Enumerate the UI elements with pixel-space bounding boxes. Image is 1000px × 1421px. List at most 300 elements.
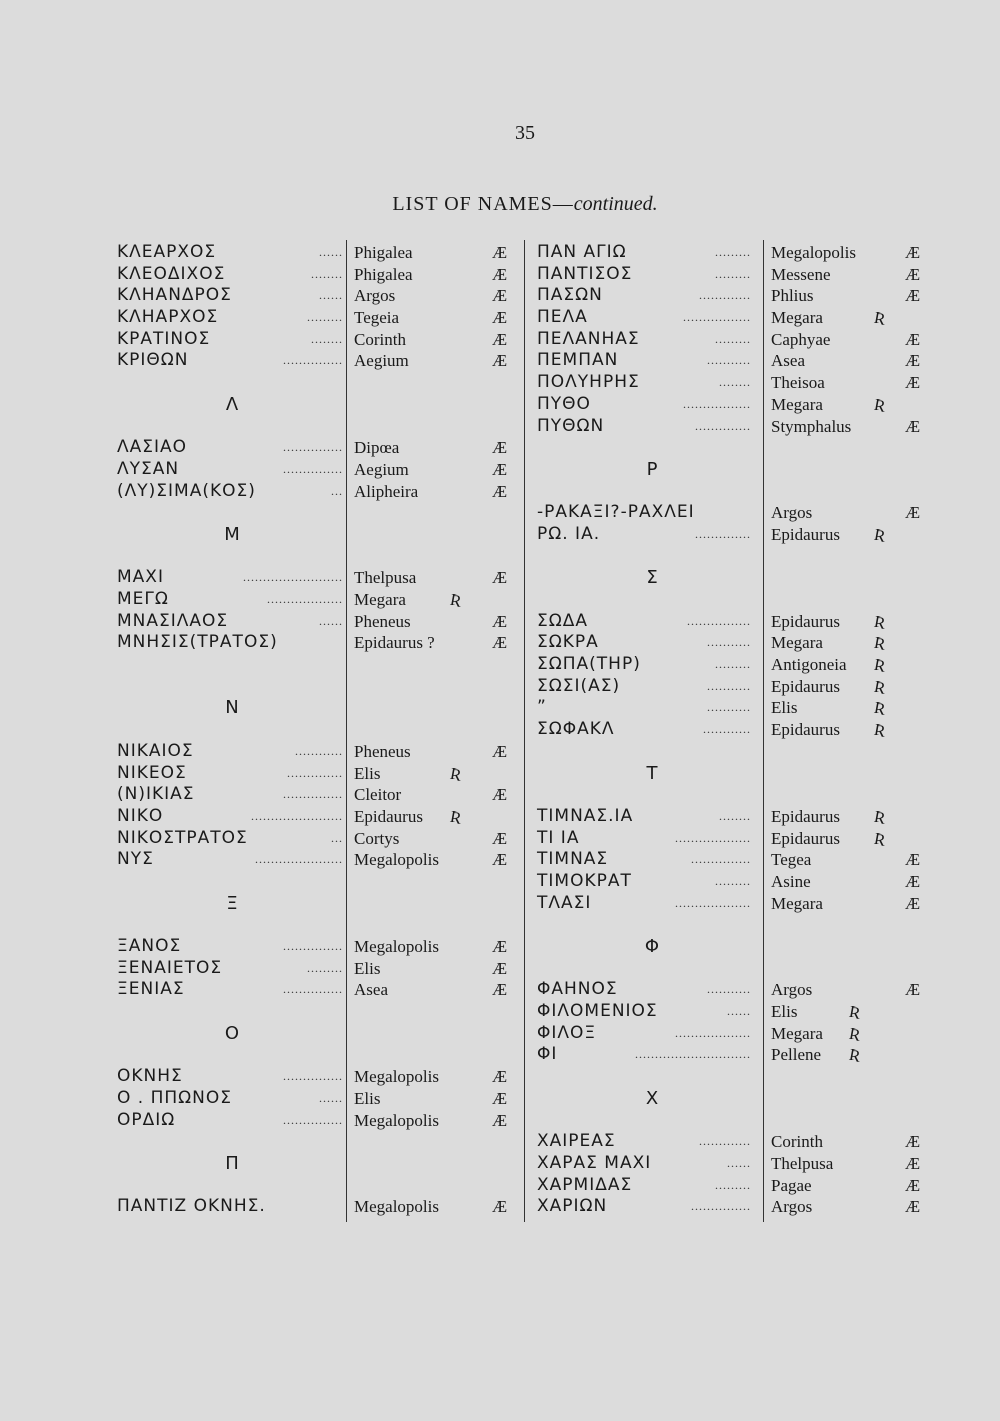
name-entry-row xyxy=(117,828,517,850)
mint-place: Epidaurus xyxy=(771,806,840,826)
leader-dots: .............. xyxy=(695,418,751,433)
spacer-row xyxy=(537,437,937,459)
greek-name: ” xyxy=(537,697,547,718)
name-entry-row xyxy=(117,1088,517,1110)
greek-name: ΚΛΕΑΡΧΟΣ xyxy=(117,242,217,262)
mint-place: Megara xyxy=(771,893,823,913)
greek-name: ΟΡΔΙΩ xyxy=(117,1109,176,1130)
greek-name: -ΡΑΚΑΞΙ?-ΡΑΧΛΕΙ xyxy=(537,502,695,523)
section-letter: Τ xyxy=(646,762,658,784)
mint-place: Megalopolis xyxy=(354,1067,439,1087)
spacer-row xyxy=(537,1066,937,1088)
greek-name: ΤΙΜΟΚΡΑΤ xyxy=(537,870,632,891)
name-entry-row xyxy=(537,285,937,307)
name-entry-row xyxy=(537,697,937,719)
name-entry-row xyxy=(117,242,517,264)
letter-heading-row xyxy=(537,763,937,785)
greek-name: ΚΡΙΘΩΝ xyxy=(117,350,189,371)
greek-name: ΤΙ ΙΑ xyxy=(537,827,580,848)
mint-place: Megara xyxy=(771,308,823,328)
mint-place: Elis xyxy=(354,958,381,978)
leader-dots: ......... xyxy=(307,310,343,325)
name-entry-row xyxy=(117,481,517,503)
leader-dots: ............. xyxy=(699,1134,751,1149)
greek-name: ΜΝΗΣΙΣ(ΤΡΑΤΟΣ) xyxy=(117,632,278,653)
mint-place: Epidaurus xyxy=(771,676,840,696)
metal-mark: Æ xyxy=(905,1175,921,1195)
name-entry-row xyxy=(537,632,937,654)
greek-name: ΠΑΝ ΑΓΙΩ xyxy=(537,242,627,262)
metal-mark: Æ xyxy=(905,1153,921,1173)
greek-name: ΡΩ. ΙΑ. xyxy=(537,523,601,544)
spacer-row xyxy=(117,654,517,676)
spacer-row xyxy=(117,676,517,698)
name-entry-row xyxy=(117,611,517,633)
mint-place: Asine xyxy=(771,871,811,891)
mint-place: Cleitor xyxy=(354,785,402,805)
greek-name: ΝΙΚΟ xyxy=(117,805,164,826)
mint-place: Megalopolis xyxy=(354,937,439,956)
metal-mark: Æ xyxy=(492,481,508,501)
mint-place: Phlius xyxy=(771,286,814,306)
mint-place: Argos xyxy=(771,980,813,1000)
name-entry-row xyxy=(537,1044,937,1066)
mint-place: Antigoneia xyxy=(771,655,847,675)
metal-mark: Æ xyxy=(905,264,921,284)
mint-place: Pheneus xyxy=(354,611,411,631)
right-name-column xyxy=(537,242,937,1218)
leader-dots: ...... xyxy=(319,288,343,303)
mint-place: Aegium xyxy=(354,459,409,479)
name-entry-row xyxy=(117,264,517,286)
mint-place: Megalopolis xyxy=(354,1197,439,1217)
leader-dots: ...................... xyxy=(255,852,343,867)
name-entry-row xyxy=(117,979,517,1001)
spacer-row xyxy=(117,719,517,741)
mint-place: Tegeia xyxy=(354,308,400,328)
greek-name: ΞΑΝΟΣ xyxy=(117,936,182,956)
greek-name: ΧΑΡΑΣ ΜΑΧΙ xyxy=(537,1152,652,1173)
leader-dots: ............... xyxy=(283,982,343,997)
spacer-row xyxy=(537,914,937,936)
page-number: 35 xyxy=(515,122,535,144)
mint-place: Dipœa xyxy=(354,438,400,458)
mint-place: Tegea xyxy=(771,850,812,870)
metal-mark: Æ xyxy=(905,416,921,436)
greek-name: ΜΕΓΩ xyxy=(117,589,169,609)
name-entry-row xyxy=(117,849,517,871)
letter-heading-row xyxy=(117,893,517,915)
mint-place: Epidaurus xyxy=(771,828,840,848)
greek-name: ΝΥΣ xyxy=(117,849,154,870)
metal-mark: Æ xyxy=(492,611,508,631)
name-entry-row xyxy=(117,741,517,763)
metal-mark: Ʀ xyxy=(874,828,885,848)
name-entry-row xyxy=(117,1196,517,1218)
mint-place: Pheneus xyxy=(354,741,411,761)
mint-place: Asea xyxy=(354,980,388,1000)
greek-name: ΚΡΑΤΙΝΟΣ xyxy=(117,328,211,349)
metal-mark: Æ xyxy=(492,980,508,1000)
metal-mark: Æ xyxy=(492,243,508,262)
mint-place: Epidaurus ? xyxy=(354,633,435,653)
metal-mark: Ʀ xyxy=(849,1045,860,1065)
greek-name: ΣΩΚΡΑ xyxy=(537,632,599,653)
greek-name: Ο . ΠΠΩΝΟΣ xyxy=(117,1087,232,1108)
name-entry-row xyxy=(537,719,937,741)
greek-name: ΣΩΠΑ(ΤΗΡ) xyxy=(537,654,641,675)
name-entry-row xyxy=(537,676,937,698)
section-letter: Ξ xyxy=(226,892,238,914)
name-entry-row xyxy=(537,1196,937,1218)
leader-dots: ........ xyxy=(311,266,343,281)
mint-place: Megara xyxy=(771,1023,823,1043)
name-entry-row xyxy=(537,264,937,286)
greek-name: ΝΙΚΟΣΤΡΑΤΟΣ xyxy=(117,827,248,848)
greek-name: ΜΑΧΙ xyxy=(117,567,164,588)
leader-dots: ...... xyxy=(319,245,343,259)
leader-dots: ................... xyxy=(675,1025,751,1040)
mint-place: Elis xyxy=(354,763,381,783)
spacer-row xyxy=(537,1110,937,1132)
metal-mark: Æ xyxy=(492,1067,508,1087)
metal-mark: Æ xyxy=(905,373,921,393)
leader-dots: ............... xyxy=(283,787,343,802)
leader-dots: ............... xyxy=(283,1069,343,1084)
metal-mark: Æ xyxy=(492,850,508,870)
metal-mark: Æ xyxy=(492,958,508,978)
leader-dots: ........... xyxy=(707,982,751,997)
mint-place: Asea xyxy=(771,351,805,371)
spacer-row xyxy=(537,958,937,980)
mint-place: Pagae xyxy=(771,1175,812,1195)
left-name-column xyxy=(117,242,517,1218)
leader-dots: ............... xyxy=(283,1112,343,1127)
mint-place: Thelpusa xyxy=(771,1153,834,1173)
spacer-row xyxy=(117,1001,517,1023)
leader-dots: ................... xyxy=(267,592,343,606)
metal-mark: Æ xyxy=(905,243,921,262)
section-letter: Μ xyxy=(224,523,240,545)
mint-place: Theisoa xyxy=(771,373,825,393)
metal-mark: Æ xyxy=(492,1088,508,1108)
metal-mark: Æ xyxy=(492,351,508,371)
greek-name: ΦΑΗΝΟΣ xyxy=(537,979,618,1000)
mint-place: Megara xyxy=(771,394,823,414)
letter-heading-row xyxy=(117,524,517,546)
name-entry-row xyxy=(117,459,517,481)
leader-dots: ............... xyxy=(691,1199,751,1214)
metal-mark: Æ xyxy=(905,351,921,371)
name-entry-row xyxy=(537,242,937,264)
greek-name: ΠΟΛΥΗΡΗΣ xyxy=(537,372,640,393)
metal-mark: Æ xyxy=(492,438,508,458)
metal-mark: Æ xyxy=(492,308,508,328)
name-entry-row xyxy=(117,632,517,654)
greek-name: ΞΕΝΑΙΕΤΟΣ xyxy=(117,957,223,978)
leader-dots: ....................... xyxy=(251,808,343,823)
mint-place: Megara xyxy=(354,590,406,609)
name-entry-row xyxy=(537,849,937,871)
leader-dots: ............................. xyxy=(635,1047,751,1062)
metal-mark: Æ xyxy=(492,1110,508,1130)
name-entry-row xyxy=(537,1153,937,1175)
leader-dots: ...... xyxy=(319,613,343,628)
metal-mark: Ʀ xyxy=(450,806,461,826)
greek-name: ΧΑΡΙΩΝ xyxy=(537,1196,608,1217)
metal-mark: Ʀ xyxy=(874,633,885,653)
name-entry-row xyxy=(117,958,517,980)
greek-name: ΠΕΛΑΝΗΑΣ xyxy=(537,328,640,349)
greek-name: ΠΑΣΩΝ xyxy=(537,285,603,306)
leader-dots: ........... xyxy=(707,678,751,693)
name-entry-row xyxy=(117,567,517,589)
mint-place: Megalopolis xyxy=(354,850,439,870)
leader-dots: ............ xyxy=(703,722,751,737)
leader-dots: ........... xyxy=(707,700,751,715)
metal-mark: Æ xyxy=(905,329,921,349)
leader-dots: ... xyxy=(331,830,343,845)
name-entry-row xyxy=(117,285,517,307)
mint-place: Elis xyxy=(771,1002,798,1022)
metal-mark: Æ xyxy=(905,1132,921,1152)
greek-name: ΧΑΡΜΙΔΑΣ xyxy=(537,1174,633,1195)
name-entry-row xyxy=(117,936,517,958)
greek-name: (ΛΥ)ΣΙΜΑ(ΚΟΣ) xyxy=(117,480,256,501)
greek-name: ΦΙ xyxy=(537,1044,558,1065)
metal-mark: Ʀ xyxy=(450,763,461,783)
leader-dots: ...... xyxy=(319,1090,343,1105)
spacer-row xyxy=(117,1131,517,1153)
mint-place: Epidaurus xyxy=(771,524,840,544)
page-heading xyxy=(0,193,1000,216)
spacer-row xyxy=(117,1044,517,1066)
metal-mark: Æ xyxy=(492,568,508,588)
greek-name: ΤΙΜΝΑΣ.ΙΑ xyxy=(537,805,634,826)
greek-name: ΠΑΝΤΙΖ ΟΚΝΗΣ. xyxy=(117,1196,266,1217)
mint-place: Elis xyxy=(771,698,798,718)
name-entry-row xyxy=(537,307,937,329)
greek-name: ΛΑΣΙΑΟ xyxy=(117,437,188,458)
section-letter: Χ xyxy=(645,1087,659,1109)
heading-main: LIST OF NAMES— xyxy=(392,193,574,215)
mint-place: Cortys xyxy=(354,828,400,848)
spacer-row xyxy=(537,784,937,806)
mint-place: Thelpusa xyxy=(354,568,417,588)
mint-place: Caphyae xyxy=(771,329,831,349)
mint-place: Corinth xyxy=(771,1132,823,1152)
letter-heading-row xyxy=(537,567,937,589)
metal-mark: Ʀ xyxy=(874,806,885,826)
leader-dots: ................... xyxy=(675,830,751,845)
leader-dots: .............. xyxy=(695,526,751,541)
leader-dots: ......... xyxy=(715,657,751,672)
name-entry-row xyxy=(537,871,937,893)
greek-name: ΤΛΑΣΙ xyxy=(537,892,592,913)
leader-dots: ........ xyxy=(311,331,343,346)
leader-dots: ........ xyxy=(719,375,751,390)
greek-name: ΚΛΕΟΔΙΧΟΣ xyxy=(117,263,226,284)
mint-place: Alipheira xyxy=(354,481,419,501)
leader-dots: ........... xyxy=(707,635,751,650)
leader-dots: ........ xyxy=(719,808,751,823)
name-entry-row xyxy=(117,350,517,372)
name-entry-row xyxy=(537,372,937,394)
leader-dots: ......................... xyxy=(243,570,343,585)
metal-mark: Æ xyxy=(492,264,508,284)
name-entry-row xyxy=(537,524,937,546)
greek-name: ΞΕΝΙΑΣ xyxy=(117,979,185,1000)
metal-mark: Ʀ xyxy=(849,1023,860,1043)
leader-dots: ................. xyxy=(683,310,751,325)
name-entry-row xyxy=(117,1066,517,1088)
greek-name: ΦΙΛΟΞ xyxy=(537,1022,597,1043)
name-entry-row xyxy=(117,1110,517,1132)
mint-place: Argos xyxy=(354,286,396,306)
name-entry-row xyxy=(117,437,517,459)
greek-name: ΧΑΙΡΕΑΣ xyxy=(537,1131,616,1152)
leader-dots: ......... xyxy=(715,331,751,346)
greek-name: ΤΙΜΝΑΣ xyxy=(537,849,609,870)
name-entry-row xyxy=(117,763,517,785)
mint-place: Aegium xyxy=(354,351,409,371)
letter-heading-row xyxy=(117,394,517,416)
name-entry-row xyxy=(537,611,937,633)
metal-mark: Ʀ xyxy=(874,655,885,675)
center-column-rule xyxy=(524,240,525,1222)
section-letter: Ρ xyxy=(646,458,658,480)
name-entry-row xyxy=(537,1001,937,1023)
metal-mark: Æ xyxy=(905,850,921,870)
name-entry-row xyxy=(537,654,937,676)
metal-mark: Æ xyxy=(492,1197,508,1217)
greek-name: ΠΕΜΠΑΝ xyxy=(537,350,619,371)
leader-dots: ............... xyxy=(283,440,343,455)
section-letter: Φ xyxy=(644,936,660,957)
name-entry-row xyxy=(537,1131,937,1153)
section-letter: Ο xyxy=(224,1022,240,1044)
leader-dots: ......... xyxy=(307,960,343,975)
name-entry-row xyxy=(537,350,937,372)
metal-mark: Ʀ xyxy=(874,676,885,696)
spacer-row xyxy=(117,546,517,568)
mint-place: Argos xyxy=(771,503,813,523)
name-entry-row xyxy=(537,502,937,524)
spacer-row xyxy=(117,502,517,524)
metal-mark: Æ xyxy=(492,785,508,805)
spacer-row xyxy=(117,914,517,936)
section-letter: Ν xyxy=(225,697,239,719)
spacer-row xyxy=(117,871,517,893)
section-letter: Π xyxy=(225,1152,239,1174)
greek-name: ΠΥΘΟ xyxy=(537,393,591,414)
leader-dots: ................ xyxy=(687,613,751,628)
name-entry-row xyxy=(537,828,937,850)
greek-name: ΣΩΔΑ xyxy=(537,610,588,631)
spacer-row xyxy=(537,589,937,611)
greek-name: ΠΕΛΑ xyxy=(537,307,588,328)
spacer-row xyxy=(537,546,937,568)
metal-mark: Ʀ xyxy=(874,611,885,631)
metal-mark: Æ xyxy=(905,871,921,891)
letter-heading-row xyxy=(537,459,937,481)
greek-name: ΚΛΗΑΡΧΟΣ xyxy=(117,307,219,328)
section-letter: Λ xyxy=(225,393,239,415)
greek-name: ΚΛΗΑΝΔΡΟΣ xyxy=(117,285,232,306)
metal-mark: Æ xyxy=(905,893,921,913)
leader-dots: ......... xyxy=(715,245,751,259)
section-letter: Σ xyxy=(646,567,658,589)
leader-dots: ... xyxy=(331,483,343,498)
letter-heading-row xyxy=(117,1023,517,1045)
metal-mark: Ʀ xyxy=(874,394,885,414)
mint-place: Epidaurus xyxy=(771,611,840,631)
name-entry-row xyxy=(117,307,517,329)
leader-dots: ...... xyxy=(727,1155,751,1170)
metal-mark: Æ xyxy=(492,937,508,956)
name-entry-row xyxy=(537,329,937,351)
name-entry-row xyxy=(537,394,937,416)
metal-mark: Æ xyxy=(492,459,508,479)
greek-name: (Ν)ΙΚΙΑΣ xyxy=(117,784,195,805)
letter-heading-row xyxy=(117,697,517,719)
spacer-row xyxy=(117,372,517,394)
spacer-row xyxy=(537,741,937,763)
greek-name: ΦΙΛΟΜΕΝΙΟΣ xyxy=(537,1001,658,1022)
mint-place: Pellene xyxy=(771,1045,822,1065)
leader-dots: ......... xyxy=(715,873,751,888)
leader-dots: ...... xyxy=(727,1004,751,1019)
leader-dots: ......... xyxy=(715,266,751,281)
mint-place: Argos xyxy=(771,1197,813,1217)
name-entry-row xyxy=(537,416,937,438)
metal-mark: Æ xyxy=(905,286,921,306)
greek-name: ΝΙΚΕΟΣ xyxy=(117,762,187,783)
metal-mark: Ʀ xyxy=(849,1002,860,1022)
leader-dots: ............. xyxy=(699,288,751,303)
name-entry-row xyxy=(537,1175,937,1197)
spacer-row xyxy=(537,481,937,503)
greek-name: ΛΥΣΑΝ xyxy=(117,458,180,479)
metal-mark: Ʀ xyxy=(450,590,461,609)
greek-name: ΠΑΝΤΙΣΟΣ xyxy=(537,263,633,284)
leader-dots: ................... xyxy=(675,895,751,910)
letter-heading-row xyxy=(537,1088,937,1110)
mint-place: Phigalea xyxy=(354,243,413,262)
metal-mark: Ʀ xyxy=(874,524,885,544)
mint-place: Elis xyxy=(354,1088,381,1108)
name-entry-row xyxy=(537,806,937,828)
metal-mark: Æ xyxy=(905,1197,921,1217)
leader-dots: ........... xyxy=(707,353,751,368)
metal-mark: Æ xyxy=(492,741,508,761)
spacer-row xyxy=(117,416,517,438)
name-entry-row xyxy=(537,979,937,1001)
leader-dots: ............... xyxy=(691,852,751,867)
leader-dots: .............. xyxy=(287,765,343,780)
letter-heading-row xyxy=(117,1153,517,1175)
greek-name: ΣΩΣΙ(ΑΣ) xyxy=(537,675,621,696)
mint-place: Megara xyxy=(771,633,823,653)
mint-place: Corinth xyxy=(354,329,406,349)
name-entry-row xyxy=(537,893,937,915)
metal-mark: Æ xyxy=(492,828,508,848)
metal-mark: Ʀ xyxy=(874,720,885,740)
metal-mark: Æ xyxy=(492,329,508,349)
metal-mark: Ʀ xyxy=(874,308,885,328)
leader-dots: ............... xyxy=(283,353,343,368)
mint-place: Megalopolis xyxy=(354,1110,439,1130)
